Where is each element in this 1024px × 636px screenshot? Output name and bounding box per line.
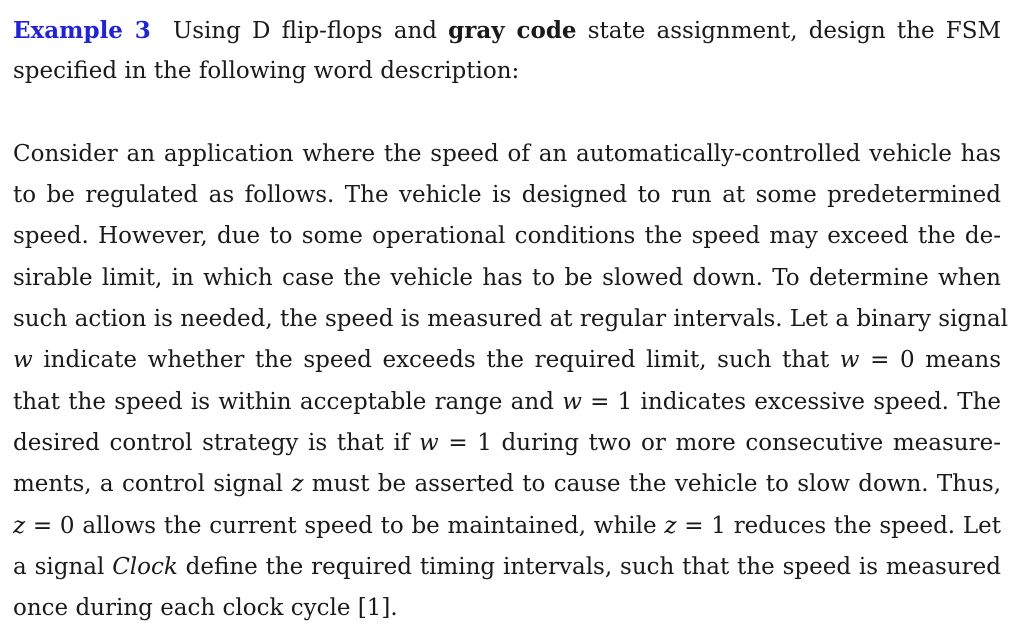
intro-text-a: Using D flip-flops and [172,18,449,44]
paragraph-text: desired control strategy is that if [13,429,419,456]
intro-bold-term: gray code [448,17,577,44]
intro-text-b: state assignment, design the FSM [576,18,1001,44]
paragraph-text: to be regulated as follows. The vehicle is designed to run at some predetermined [13,182,1001,209]
math-variable: w [419,429,439,456]
paragraph-text: sirable limit, in which case the vehicle has to be slowed down. To determine when [13,264,1001,291]
math-variable: w [562,388,582,415]
paragraph-line-12 [13,588,1001,629]
intro-text-line2: specified in the following word description: [13,58,520,85]
math-variable: w [839,347,860,374]
math-variable: z [291,471,304,498]
paragraph-line-5 [13,299,1009,340]
paragraph-spacer [13,93,1001,134]
paragraph-text: = 0 allows the current speed to be maintained, while [25,512,665,539]
math-variable: z [13,512,26,539]
paragraph-text: once during each clock cycle [1]. [13,595,398,622]
example-label: Example 3 [13,17,151,44]
example-heading-line [13,10,1001,51]
math-variable: w [13,347,33,374]
paragraph-text: = 1 indicates excessive speed. The [581,388,1002,415]
paragraph-text: Consider an application where the speed of an automatically-controlled vehicle has [13,140,1001,167]
paragraph-line-4 [13,258,1001,299]
intro-line-2 [13,51,1001,92]
paragraph-text: = 1 reduces the speed. Let [676,512,1001,539]
paragraph-text: such action is needed, the speed is measured at regular intervals. Let a binary signal [13,306,1009,333]
paragraph-line-8 [13,423,1001,464]
paragraph-line-6 [13,340,1001,381]
paragraph-text: that the speed is within acceptable range and [13,388,563,415]
paragraph-text: = 0 means [859,347,1001,374]
paragraph-text: a signal [13,553,113,580]
paragraph-line-9 [13,464,1001,505]
paragraph-text: speed. However, due to some operational conditions the speed may exceed the de- [13,223,1001,250]
paragraph-text: indicate whether the speed exceeds the required limit, such that [32,347,840,374]
paragraph-text: must be asserted to cause the vehicle to slow down. Thus, [303,471,1002,498]
paragraph-line-10 [13,506,1001,547]
paragraph-line-2 [13,175,1001,216]
paragraph-line-3 [13,216,1001,257]
paragraph-line-11 [13,547,1001,588]
document-page [13,10,1009,629]
paragraph-text: define the required timing intervals, such that the speed is measured [177,553,1001,580]
paragraph-text: = 1 during two or more consecutive measure- [438,429,1001,456]
math-variable: z [664,512,677,539]
clock-signal-name: Clock [112,553,178,580]
paragraph-line-7 [13,382,1001,423]
paragraph-text: ments, a control signal [13,471,292,498]
paragraph-line-1 [13,134,1001,175]
